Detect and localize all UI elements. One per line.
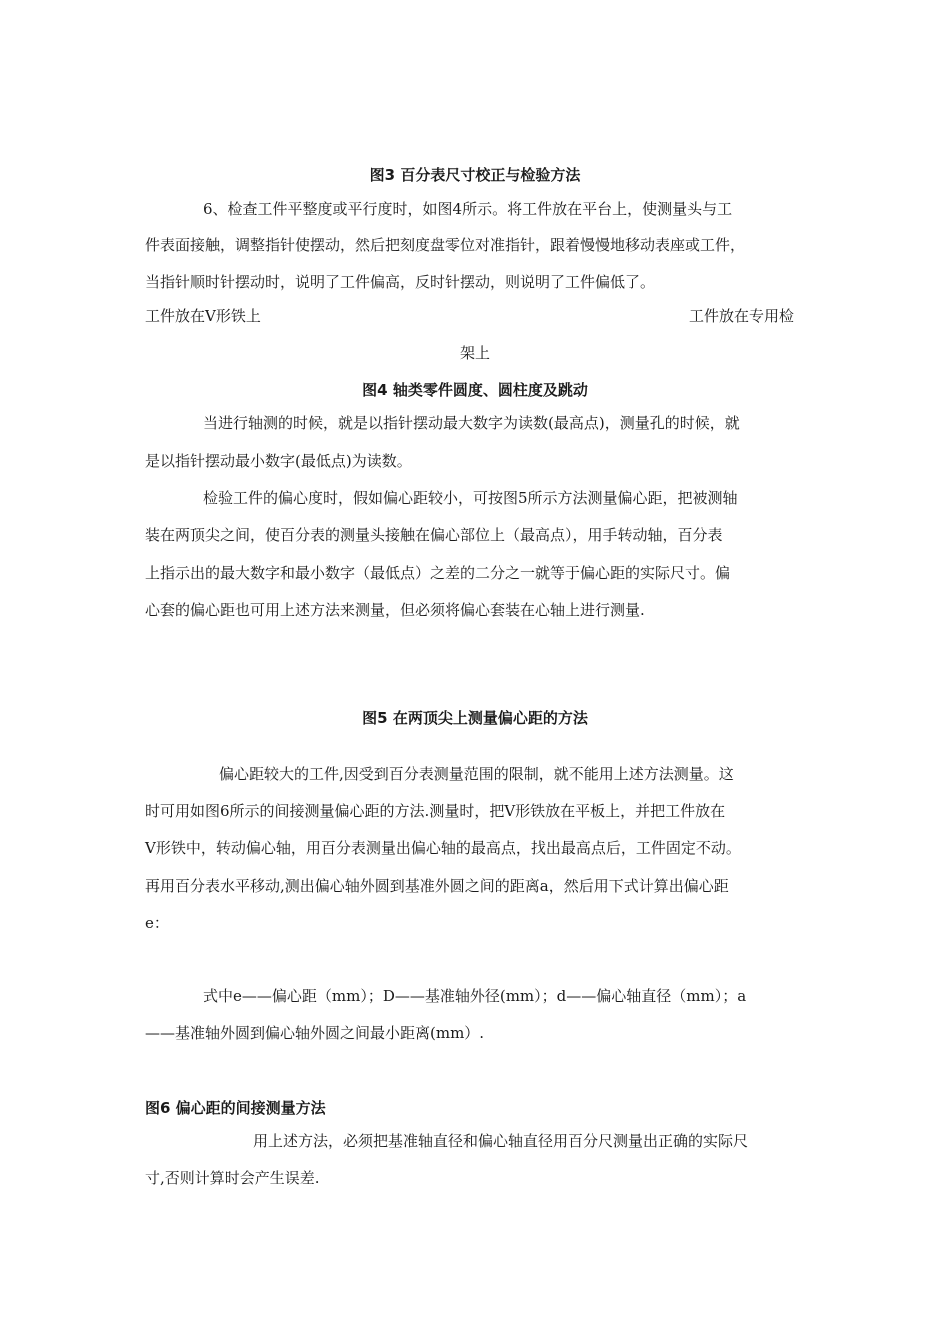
para-final-line-1: 用上述方法，必须把基准轴直径和偏心轴直径用百分尺测量出正确的实际尺 (253, 1132, 749, 1150)
para-axis-line-2: 是以指针摆动最小数字(最低点)为读数。 (145, 452, 412, 470)
fig4-label-left: 工件放在V形铁上 (145, 307, 261, 325)
formula-note-line-2: ——基准轴外圆到偏心轴外圆之间最小距离(mm）. (145, 1024, 485, 1042)
formula-note-line-1: 式中e——偏心距（mm）；D——基准轴外径(mm）；d——偏心轴直径（mm）；a (203, 987, 747, 1005)
figure-3-caption: 图3 百分表尺寸校正与检验方法 (369, 166, 581, 184)
figure-6-caption: 图6 偏心距的间接测量方法 (145, 1099, 326, 1117)
para-eccentric-line-4: 心套的偏心距也可用上述方法来测量，但必须将偏心套装在心轴上进行测量. (145, 601, 645, 619)
para6-line-2: 件表面接触，调整指针使摆动，然后把刻度盘零位对准指针，跟着慢慢地移动表座或工件， (145, 236, 746, 254)
figure-5-caption: 图5 在两顶尖上测量偏心距的方法 (362, 709, 588, 727)
para-final-line-2: 寸,否则计算时会产生误差. (145, 1169, 320, 1187)
fig4-label-right: 工件放在专用检 (689, 307, 795, 325)
para-axis-line-1: 当进行轴测的时候，就是以指针摆动最大数字为读数(最高点)，测量孔的时候，就 (203, 414, 740, 432)
para-large-line-1: 偏心距较大的工件,因受到百分表测量范围的限制，就不能用上述方法测量。这 (219, 765, 734, 783)
para-eccentric-line-2: 装在两顶尖之间，使百分表的测量头接触在偏心部位上（最高点），用手转动轴，百分表 (145, 526, 723, 544)
figure-4-caption: 图4 轴类零件圆度、圆柱度及跳动 (362, 381, 588, 399)
para6-line-1: 6、检查工件平整度或平行度时，如图4所示。将工件放在平台上，使测量头与工 (203, 200, 733, 218)
para6-line-3: 当指针顺时针摆动时，说明了工件偏高，反时针摆动，则说明了工件偏低了。 (145, 273, 656, 291)
para-eccentric-line-1: 检验工件的偏心度时，假如偏心距较小，可按图5所示方法测量偏心距，把被测轴 (203, 489, 738, 507)
para-large-line-4: 再用百分表水平移动,测出偏心轴外圆到基准外圆之间的距离a，然后用下式计算出偏心距 (145, 877, 729, 895)
para-large-line-3: V形铁中，转动偏心轴，用百分表测量出偏心轴的最高点，找出最高点后，工件固定不动。 (145, 839, 741, 857)
para-large-line-5: e： (145, 914, 169, 932)
para-large-line-2: 时可用如图6所示的间接测量偏心距的方法.测量时，把V形铁放在平板上，并把工件放在 (145, 802, 726, 820)
fig4-label-right-continued: 架上 (460, 344, 491, 362)
para-eccentric-line-3: 上指示出的最大数字和最小数字（最低点）之差的二分之一就等于偏心距的实际尺寸。偏 (145, 564, 731, 582)
